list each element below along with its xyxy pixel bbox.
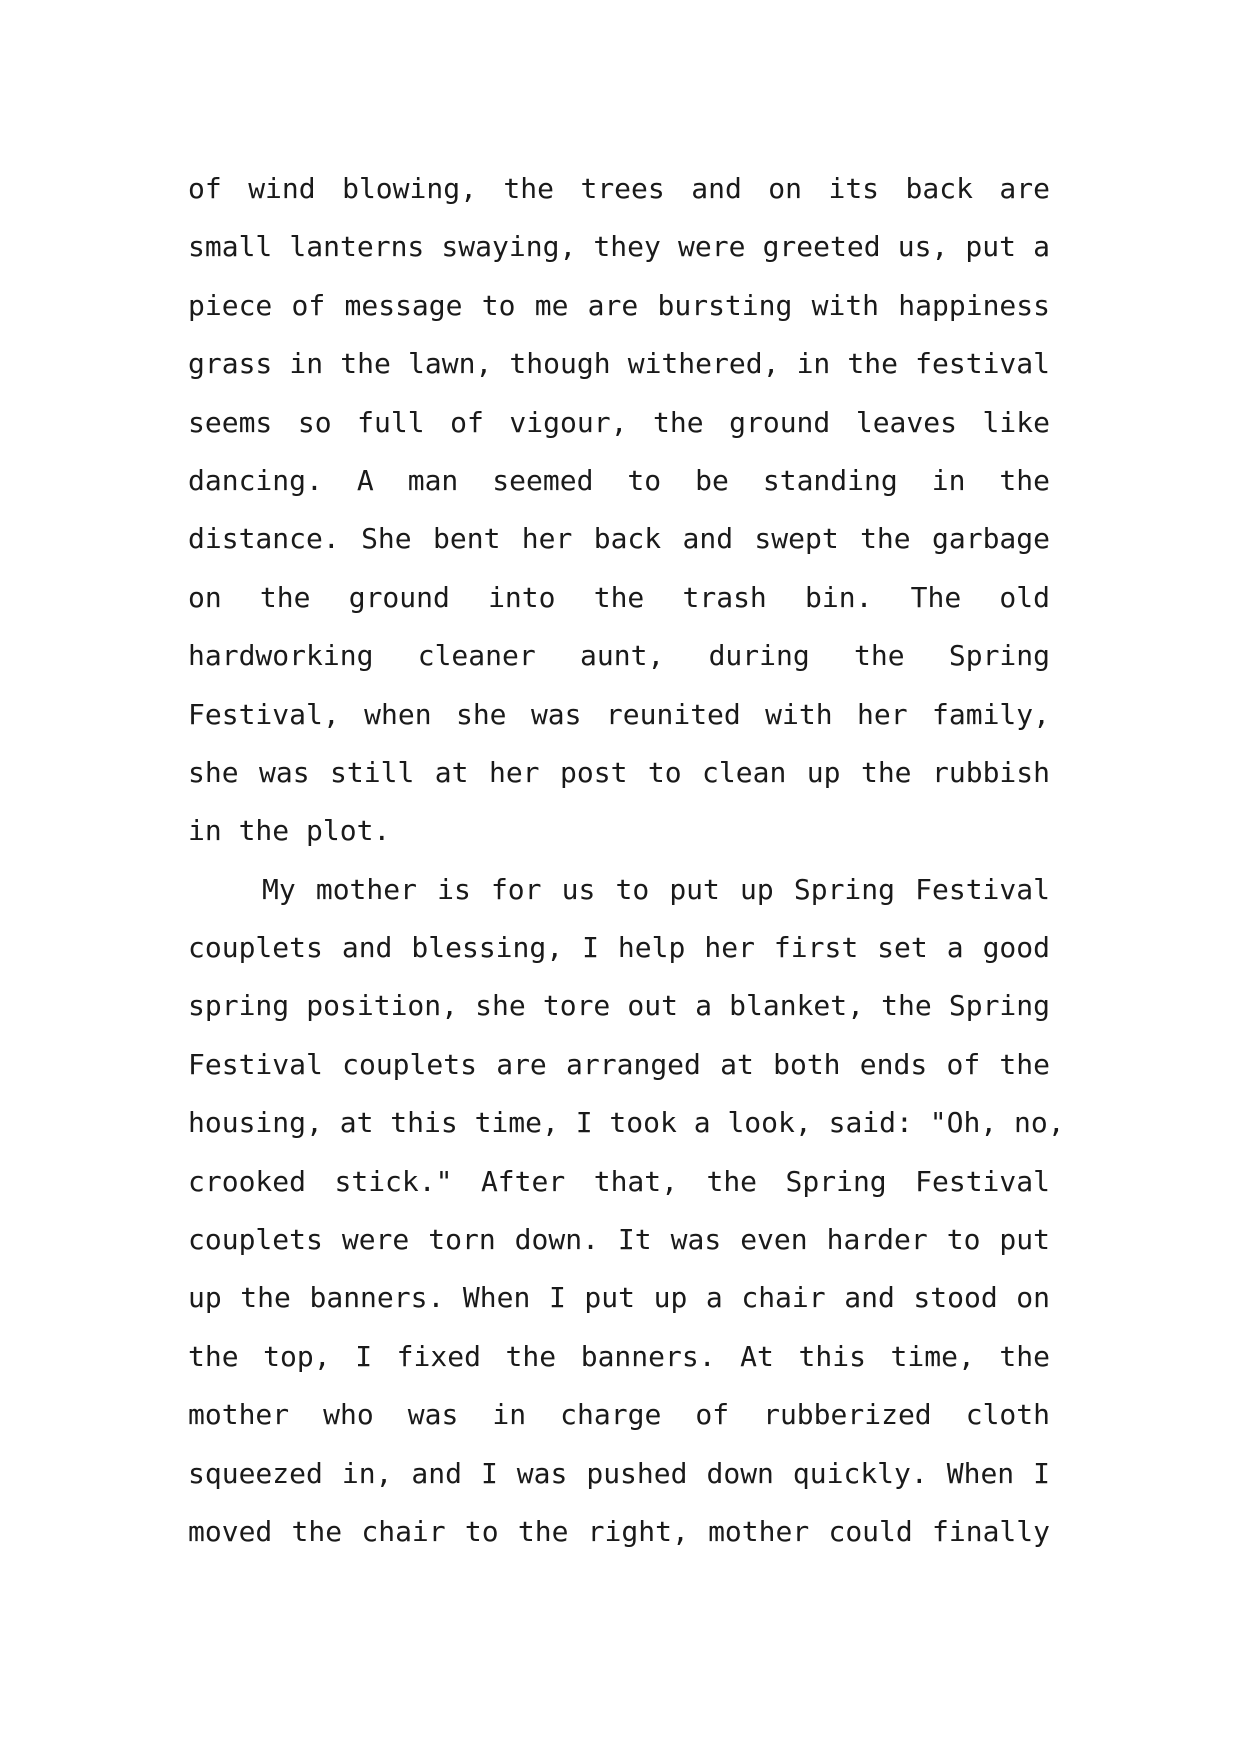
text-line: she was still at her post to clean up the rubbish	[188, 755, 1050, 789]
text-line: Festival, when she was reunited with her family,	[188, 697, 1050, 731]
text-line: dancing. A man seemed to be standing in the	[188, 463, 1050, 497]
text-line: squeezed in, and I was pushed down quickly. When I	[188, 1456, 1050, 1490]
text-line: seems so full of vigour, the ground leaves like	[188, 405, 1050, 439]
text-line: of wind blowing, the trees and on its back are	[188, 172, 1050, 205]
text-line: the top, I fixed the banners. At this time, the	[188, 1339, 1050, 1373]
text-line: housing, at this time, I took a look, said: "Oh, no,	[188, 1106, 1065, 1140]
text-line: in the plot.	[188, 814, 391, 848]
text-line: couplets were torn down. It was even harder to put	[188, 1223, 1050, 1257]
text-line: small lanterns swaying, they were greeted us, put a	[188, 230, 1050, 264]
text-line: hardworking cleaner aunt, during the Spring	[188, 639, 1050, 673]
text-line: spring position, she tore out a blanket, the Spring	[188, 989, 1050, 1023]
paragraph-container	[188, 160, 1065, 1561]
text-line: couplets and blessing, I help her first set a good	[188, 931, 1050, 965]
text-line: crooked stick." After that, the Spring Festival	[188, 1164, 1050, 1198]
text-line: up the banners. When I put up a chair and stood on	[188, 1281, 1050, 1315]
text-line: piece of message to me are bursting with happiness	[188, 288, 1050, 322]
body-text	[188, 160, 1065, 1561]
text-line: grass in the lawn, though withered, in the festival	[188, 347, 1050, 381]
paragraph	[188, 160, 1050, 861]
text-line: My mother is for us to put up Spring Festival	[262, 872, 1050, 906]
text-line: mother who was in charge of rubberized cloth	[188, 1398, 1050, 1432]
text-line: on the ground into the trash bin. The old	[188, 580, 1050, 614]
text-line: Festival couplets are arranged at both ends of the	[188, 1047, 1050, 1081]
paragraph	[188, 861, 1065, 1562]
text-line: distance. She bent her back and swept the garbage	[188, 522, 1050, 556]
text-line: moved the chair to the right, mother could finally	[188, 1514, 1050, 1548]
